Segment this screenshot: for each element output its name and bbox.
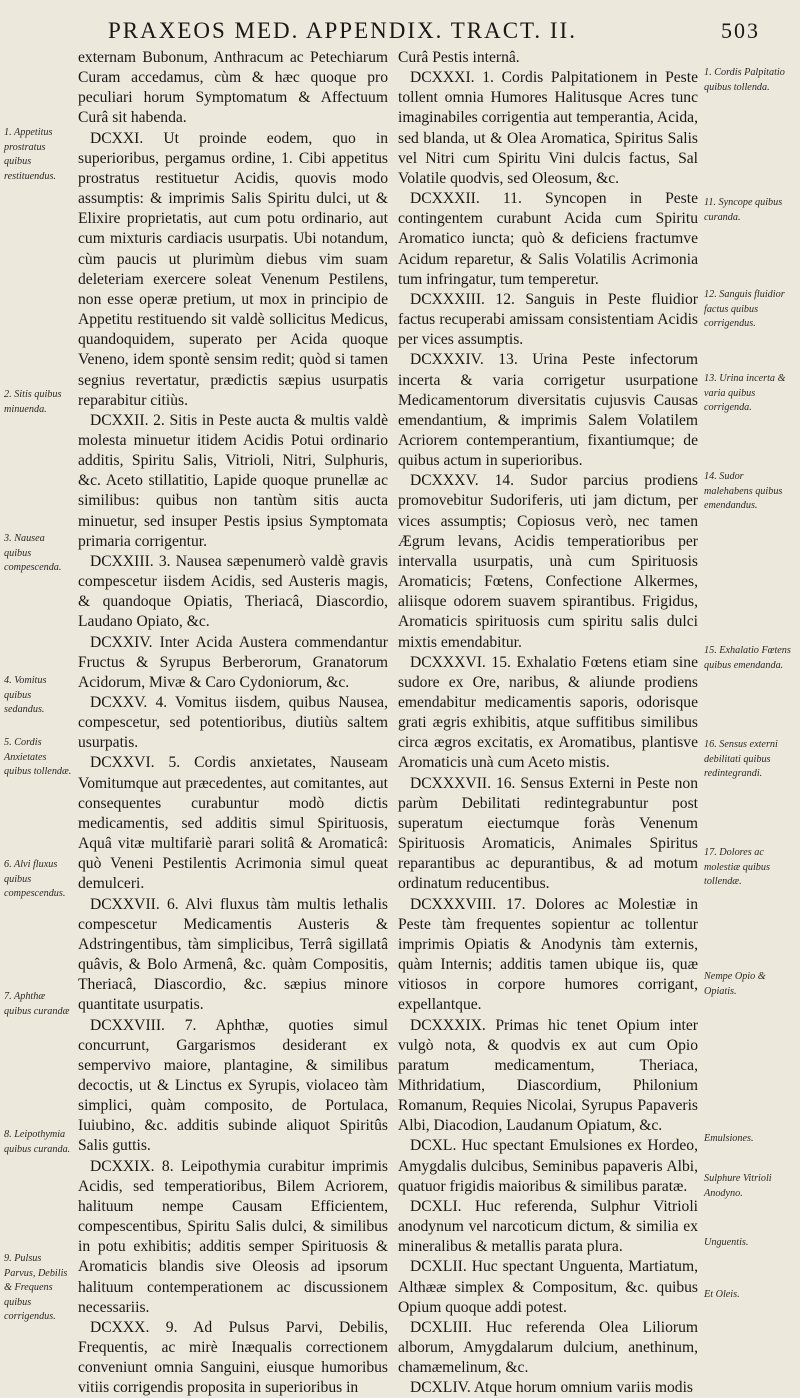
margin-note: 6. Alvi fluxus quibus compescendus. (4, 859, 66, 899)
paragraph: DCXXXII. 11. Syncopen in Peste contingentem curabunt Acida cum Spiritu Aromatico iuncta; quò & deficiens fractumve Acidum reparetur, & Salis Volatilis Acrimonia tum infringatur, tum temperetur. (398, 190, 698, 288)
margin-note: 11. Syncope quibus curanda. (704, 197, 783, 223)
paragraph: DCXXXIII. 12. Sanguis in Peste fluidior factus recuperabi amissam consistentiam Acidis per vices assumptis. (398, 290, 698, 349)
margin-note: 2. Sitis quibus minuenda. (4, 389, 62, 415)
paragraph: DCXXX. 9. Ad Pulsus Parvi, Debilis, Frequentis, ac mirè Inæqualis correctionem conveniunt omnia Sanguini, eiusque humoribus vitiis corrigendis proposita in superioribus in (78, 1318, 388, 1397)
margin-note: Et Oleis. (704, 1289, 740, 1300)
paragraph: DCXXXIV. 13. Urina Peste infectorum incerta & varia corrigetur usurpatione Medicamentorum diversitatis cujusvis Causas emendantium, & imprimis Salem Volatilem Acriorem contemperantium, fixantiumque; de quibus actum in superioribus. (398, 351, 698, 470)
paragraph: DCXXI. Ut proinde eodem, quo in superioribus, pergamus ordine, 1. Cibi appetitus prostratus restituetur Acidis, quovis modo assumptis: & imprimis Salis Spiritu dulci, ut & Elixire proprietatis, aut cum potu ordinario, aut cum mixturis cardiacis usurpatis. Ubi notandum, cùm paucis ut plurimùm diebus vim suam deleteriam exercere soleat Venenum Pestilens, non esse operæ pretium, ut mox in principio de Appetitu restituendo sit valdè sollicitus Medicus, quandoquidem, superato per Acida quoque Veneno, idem spontè sensim redit; quòd si tamen segnius revertatur, prædictis sæpius usurpatis reparabitur citiùs. (78, 129, 388, 409)
margin-note: 14. Sudor malehabens quibus emendandus. (704, 471, 783, 511)
paragraph: DCXXIX. 8. Leipothymia curabitur imprimis Acidis, sed temperatioribus, Bilem Acriorem, halituum nempe Causam Efficientem, compescentibus, Spiritu Salis dulci, & similibus in potu exhibitis; additis semper Spirituosis & Aromaticis blandis sive Oleosis ad ipsorum halituum contemperationem ac discussionem necessariis. (78, 1157, 388, 1316)
paragraph: DCXXXI. 1. Cordis Palpitationem in Peste tollent omnia Humores Halitusque Acres tunc imaginabiles corrigentia aut temperantia, Acida, sed blanda, ut & Olea Aromatica, Spiritus Salis vel Nitri cum Spiritu Vini dulcis factus, Sal Volatile quodvis, sed Oleosum, &c. (398, 69, 698, 187)
paragraph: DCXXV. 4. Vomitus iisdem, quibus Nausea, compescetur, sed potentioribus, diutiùs saltem usurpatis. (78, 694, 388, 752)
paragraph: DCXXXVIII. 17. Dolores ac Molestiæ in Peste tàm frequentes sopientur ac tollentur imprimis Opiatis & Anodynis tàm externis, quàm Internis; additis tamen ubique iis, quæ vitiosos in corpore humores corrigant, expellantque. (398, 895, 698, 1014)
margin-note: 1. Appetitus prostratus quibus restituendus. (4, 127, 56, 182)
paragraph: DCXXXVI. 15. Exhalatio Fœtens etiam sine sudore ex Ore, naribus, & aliunde prodiens emendabitur medicamentis saporis, odorisque grati ægris exhibitis, atque suffitibus similibus circa ægros excitatis, ex Aromatibus, plantisve Aromaticis unà cum Aceto mistis. (398, 653, 698, 772)
left-column (78, 48, 388, 1397)
paragraph: DCXLI. Huc referenda, Sulphur Vitrioli anodynum vel narcoticum dictum, & similia ex mineralibus & metallis parata plura. (398, 1197, 698, 1256)
paragraph: DCXXVIII. 7. Aphthæ, quoties simul concurrunt, Gargarismos desiderant ex sempervivo maiore, plantagine, & similibus decoctis, ut & Linctus ex Syrupis, violaceo tàm simplici, quàm composito, de Portulaca, Iuiubino, &c. additis subinde aliquot Spiritûs Salis guttis. (78, 1016, 388, 1155)
paragraph: DCXXIV. Inter Acida Austera commendantur Fructus & Syrupus Berberorum, Granatorum Acidorum, Mivæ & Caro Cydoniorum, &c. (78, 633, 388, 691)
paragraph: DCXL. Huc spectant Emulsiones ex Hordeo, Amygdalis dulcibus, Seminibus papaveris Albi, quatuor frigidis maioribus & similibus paratæ. (398, 1137, 698, 1195)
margin-note: Sulphure Vitrioli Anodyno. (704, 1173, 772, 1199)
running-title: PRAXEOS MED. APPENDIX. TRACT. II. (108, 18, 577, 43)
paragraph: DCXXXV. 14. Sudor parcius prodiens promovebitur Sudoriferis, uti jam dictum, per vices assumptis; Copiosus verò, nec tamen Ægrum levans, Acidis temperatioribus per intervalla usurpatis, unà cum Spirituosis Aromaticis; Fœtens, Confectione Alkermes, aliisque odorem suavem spirantibus. Frigidus, Aromaticis spirituosis cum spiritu salis dulci mixtis emendabitur. (398, 472, 698, 651)
paragraph: DCXXXVII. 16. Sensus Externi in Peste non parùm Debilitati redintegrabuntur post superatum eiectumque foràs Venenum Spirituosis Aromaticis, Animales Spiritus reparantibus ac depurantibus, & ad motum ordinatum reducentibus. (398, 774, 698, 893)
page-number: 503 (721, 18, 760, 43)
paragraph: DCXXVI. 5. Cordis anxietates, Nauseam Vomitumque aut præcedentes, aut comitantes, aut consequentes curabuntur modò dictis medicamentis, sed additis simul Spirituosis, Aquâ vitæ multifariè parari solitâ & Aromaticâ: quò Veneni Pestilentis Acrimonia simul queat demulceri. (78, 754, 388, 893)
margin-note: Nempe Opio & Opiatis. (704, 971, 766, 997)
margin-note: 15. Exhalatio Fœtens quibus emendanda. (704, 645, 791, 671)
margin-note: 17. Dolores ac molestiæ quibus tollendæ. (704, 847, 770, 887)
margin-note: 5. Cordis Anxietates quibus tollendæ. (4, 737, 72, 777)
margin-note: 13. Urina incerta & varia quibus corrigenda. (704, 373, 786, 413)
margin-note: 9. Pulsus Parvus, Debilis & Frequens quibus corrigendus. (4, 1253, 68, 1322)
margin-note: 12. Sanguis fluidior factus quibus corrigendus. (704, 289, 785, 329)
paragraph: DCXLIV. Atque horum omnium variis modis (410, 1379, 693, 1397)
paragraph: DCXXII. 2. Sitis in Peste aucta & multis valdè molesta minuetur itidem Acidis Potui ordinario additis, Spiritu Salis, Vitrioli, Nitri, Sulphuris, &c. Aceto stillatitio, Lapide quoque prunellæ ac similibus: quibus non tantùm sitis aucta minuetur, sed insuper Pestis ipsius Symptomata primaria corrigentur. (78, 411, 388, 550)
right-column (398, 48, 698, 1397)
paragraph: DCXXIII. 3. Nausea sæpenumerò valdè gravis compescetur iisdem Acidis, sed Austeris magis, & quandoque Opiatis, Theriacâ, Diascordio, Laudano Opiato, &c. (78, 552, 388, 631)
paragraph: DCXLII. Huc spectant Unguenta, Martiatum, Althææ simplex & Compositum, &c. quibus Opium quoque addi potest. (398, 1258, 698, 1316)
paragraph: DCXLIII. Huc referenda Olea Liliorum alborum, Amygdalarum dulcium, anethinum, chamæmelinum, &c. (398, 1318, 698, 1377)
margin-note: 3. Nausea quibus compescenda. (4, 533, 62, 573)
margin-note: 1. Cordis Palpitatio quibus tollenda. (704, 67, 785, 93)
margin-note: Unguentis. (704, 1237, 749, 1248)
margin-note: 7. Aphthæ quibus curandæ (4, 991, 70, 1017)
paragraph: externam Bubonum, Anthracum ac Petechiarum Curam accedamus, cùm & hæc quoque pro peculiari horum Symptomatum & Affectuum Curâ sit habenda. (78, 49, 388, 127)
margin-note: 16. Sensus externi debilitati quibus redintegrandi. (704, 739, 778, 779)
margin-note: Emulsiones. (704, 1133, 754, 1144)
paragraph: Curâ Pestis internâ. (398, 49, 520, 66)
margin-note: 8. Leipothymia quibus curanda. (4, 1129, 71, 1155)
paragraph: DCXXVII. 6. Alvi fluxus tàm multis lethalis compescetur Medicamentis Austeris & Adstringentibus, tàm simplicibus, Terrâ sigillatâ quâvis, & Bolo Armenâ, &c. quàm Compositis, Theriacâ, Diascordio, &c. sæpius minore quantitate usurpatis. (78, 895, 388, 1014)
running-header (60, 14, 760, 46)
paragraph: DCXXXIX. Primas hic tenet Opium inter vulgò nota, & quodvis ex aut cum Opio paratum medicamentum, Theriaca, Mithridatium, Diascordium, Philonium Romanum, Requies Nicolai, Syrupus Papaveris Albi, Diacodion, Laudanum Opiatum, &c. (398, 1016, 698, 1135)
margin-note: 4. Vomitus quibus sedandus. (4, 675, 47, 715)
